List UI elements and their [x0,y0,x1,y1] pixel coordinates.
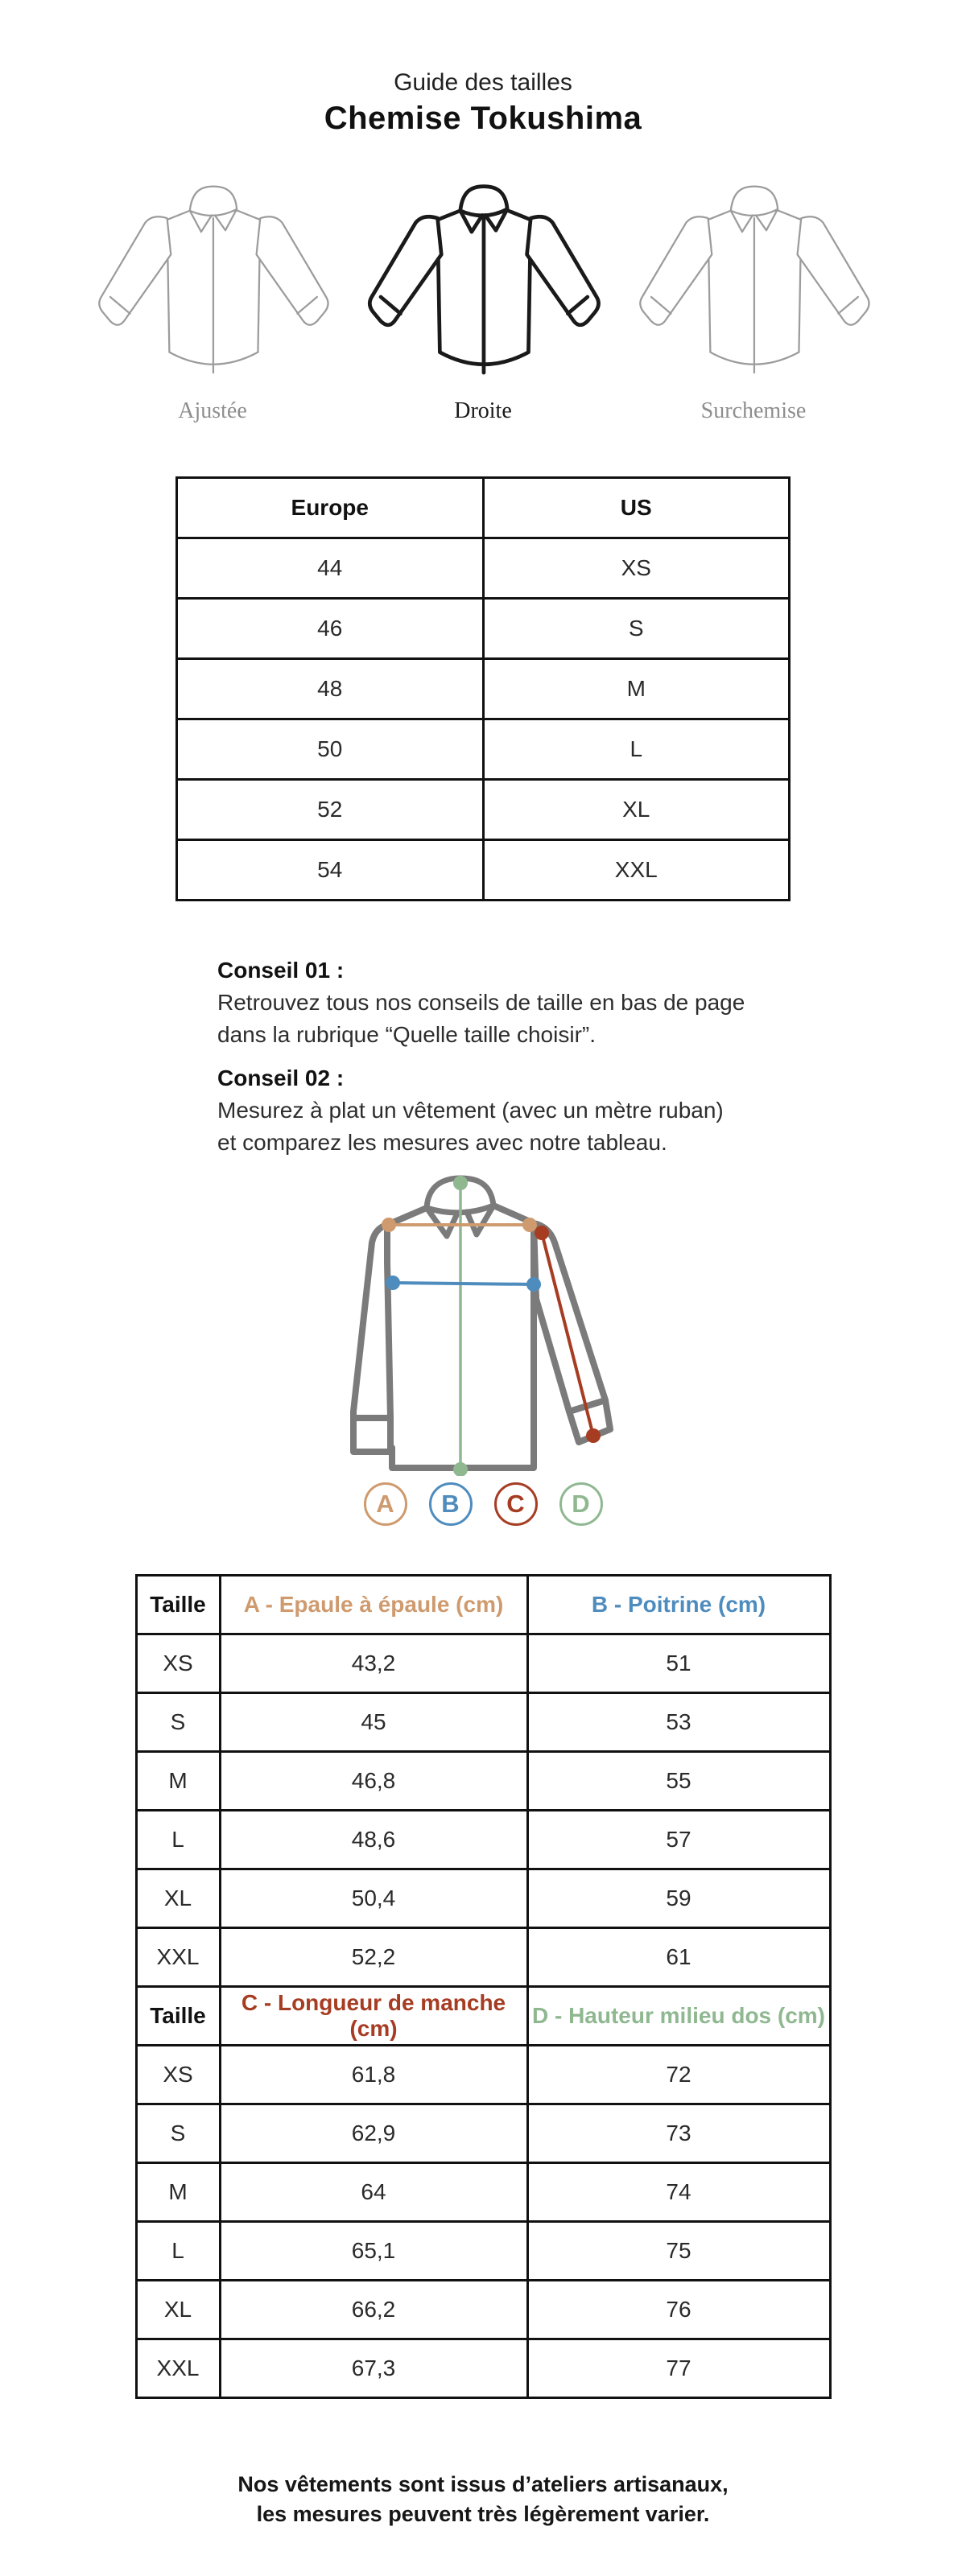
size-cell: M [136,1752,220,1811]
table-row [136,2163,830,2222]
tip-2 [217,1062,749,1159]
page-title: Chemise Tokushima [324,101,642,136]
table-row [136,1928,830,1987]
table-cell: 46,8 [220,1752,527,1811]
table-cell: 52,2 [220,1928,527,1987]
table-row [136,1811,830,1869]
table-cell: 55 [527,1752,830,1811]
shirt-fitted-icon [80,182,345,386]
table-cell: 65,1 [220,2222,527,2281]
table-cell: 75 [527,2222,830,2281]
table-row [136,2104,830,2163]
measured-shirt-icon [338,1170,628,1476]
footer-line: les mesures peuvent très légèrement varier. [256,2502,710,2526]
table-cell: 59 [527,1869,830,1928]
fit-option-droite[interactable] [350,182,616,425]
fit-option-label: Droite [454,398,512,423]
table-row [136,1693,830,1752]
table-cell: 67,3 [220,2339,527,2398]
size-cell: XXL [136,1928,220,1987]
measure-d-badge [559,1482,603,1526]
table-cell: XL [483,780,790,840]
tip-text-line: dans la rubrique “Quelle taille choisir”. [217,1022,596,1047]
size-cell: XL [136,1869,220,1928]
column-header-taille: Taille [136,1987,220,2046]
table-cell: 48,6 [220,1811,527,1869]
size-cell: XL [136,2281,220,2339]
tip-text-line: Mesurez à plat un vêtement (avec un mètre ruban) [217,1098,724,1123]
tip-title: Conseil 01 : [217,958,345,983]
badge-letter: A [376,1490,394,1518]
badge-letter: C [506,1490,525,1518]
table-cell: 50 [177,719,484,780]
table-cell: 48 [177,659,484,719]
table-cell: 57 [527,1811,830,1869]
fit-selector [0,182,966,425]
header [0,68,966,138]
size-conversion-table [175,476,791,901]
tips-section [217,954,749,1159]
table-cell: 62,9 [220,2104,527,2163]
table-cell: 73 [527,2104,830,2163]
table-cell: 76 [527,2281,830,2339]
table-row [177,659,790,719]
table-cell: 44 [177,538,484,599]
size-cell: XS [136,2046,220,2104]
fit-option-label: Surchemise [700,398,807,423]
fit-option-ajustee[interactable] [80,182,345,425]
table-cell: 64 [220,2163,527,2222]
table-cell: 61,8 [220,2046,527,2104]
table-row [136,2339,830,2398]
tip-title: Conseil 02 : [217,1065,345,1090]
size-cell: L [136,2222,220,2281]
tip-1 [217,954,749,1051]
table-cell: XS [483,538,790,599]
size-cell: XXL [136,2339,220,2398]
table-cell: XXL [483,840,790,901]
shirt-straight-icon [350,182,616,386]
table-cell: 52 [177,780,484,840]
footer-note [0,2470,966,2529]
measurements-table [135,1574,832,2399]
fit-option-surchemise[interactable] [621,182,886,425]
table-row [136,2046,830,2104]
column-header-sleeve: C - Longueur de manche (cm) [220,1987,527,2046]
footer-line: Nos vêtements sont issus d’ateliers artisanaux, [237,2472,729,2496]
table-row [136,2222,830,2281]
table-header-row [136,1987,830,2046]
table-cell: 72 [527,2046,830,2104]
table-cell: S [483,599,790,659]
table-header-row [177,478,790,538]
table-row [177,780,790,840]
size-cell: XS [136,1634,220,1693]
guide-subtitle: Guide des tailles [394,69,572,96]
fit-option-label: Ajustée [178,398,247,423]
measure-legend [0,1482,966,1526]
size-cell: S [136,2104,220,2163]
table-cell: 45 [220,1693,527,1752]
table-cell: 54 [177,840,484,901]
measure-a-badge [364,1482,407,1526]
column-header-back: D - Hauteur milieu dos (cm) [527,1987,830,2046]
table-cell: 50,4 [220,1869,527,1928]
table-cell: 51 [527,1634,830,1693]
table-cell: 74 [527,2163,830,2222]
table-cell: 66,2 [220,2281,527,2339]
column-header-taille: Taille [136,1576,220,1634]
table-cell: 46 [177,599,484,659]
table-row [136,1752,830,1811]
table-cell: M [483,659,790,719]
table-cell: 53 [527,1693,830,1752]
table-row [136,2281,830,2339]
badge-letter: B [441,1490,460,1518]
column-header-chest: B - Poitrine (cm) [527,1576,830,1634]
table-cell: 77 [527,2339,830,2398]
size-cell: S [136,1693,220,1752]
measure-b-badge [429,1482,473,1526]
tip-text-line: et comparez les mesures avec notre tableau. [217,1130,667,1155]
table-row [177,538,790,599]
table-cell: 61 [527,1928,830,1987]
table-row [177,840,790,901]
table-row [136,1634,830,1693]
badge-letter: D [572,1490,590,1518]
column-header-us: US [483,478,790,538]
table-cell: L [483,719,790,780]
table-row [136,1869,830,1928]
column-header-europe: Europe [177,478,484,538]
table-cell: 43,2 [220,1634,527,1693]
table-row [177,599,790,659]
shirt-overshirt-icon [621,182,886,386]
tip-text-line: Retrouvez tous nos conseils de taille en bas de page [217,990,745,1015]
size-cell: M [136,2163,220,2222]
size-cell: L [136,1811,220,1869]
column-header-shoulder: A - Epaule à épaule (cm) [220,1576,527,1634]
measurement-diagram [0,1170,966,1476]
table-header-row [136,1576,830,1634]
table-row [177,719,790,780]
measure-c-badge [494,1482,538,1526]
